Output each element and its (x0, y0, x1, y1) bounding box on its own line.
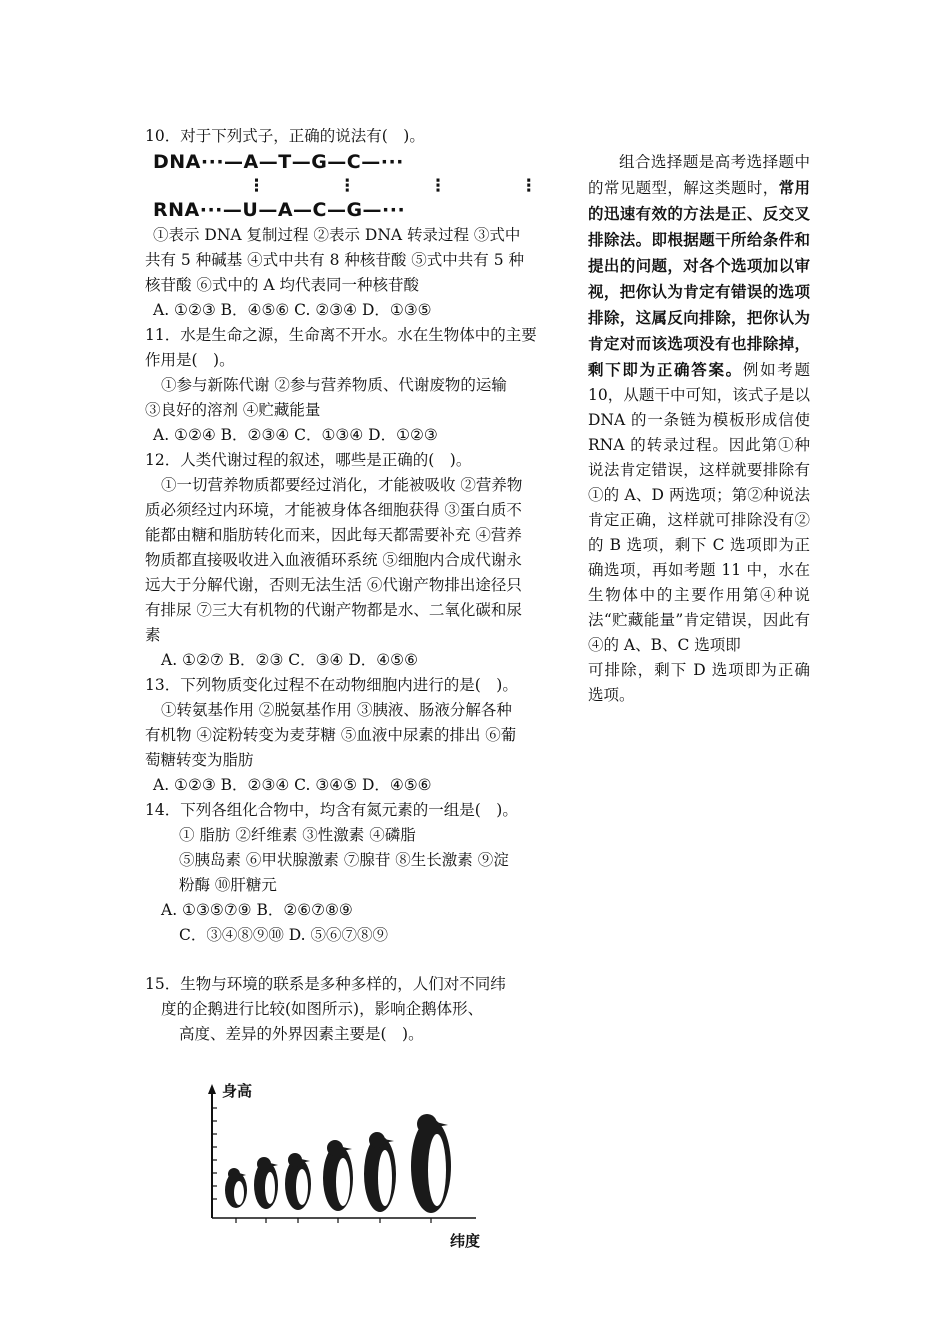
penguin-figure (196, 1080, 496, 1250)
penguin-6 (411, 1114, 451, 1213)
q12-statements: ①一切营养物质都要经过消化，才能被吸收 ②营养物 (161, 476, 523, 494)
explanation-text: 组合选择题是高考选择题中的常见题型，解这类题时， (588, 153, 810, 197)
q14-statements: ① 脂肪 ②纤维素 ③性激素 ④磷脂 (179, 826, 416, 844)
q14-options: A. ①③⑤⑦⑨ B．②⑥⑦⑧⑨ (161, 901, 353, 919)
penguin-3 (285, 1153, 311, 1210)
q14-options: C．③④⑧⑨⑩ D. ⑤⑥⑦⑧⑨ (179, 926, 389, 944)
penguin-2 (254, 1157, 278, 1209)
explanation-paragraph: 可排除，剩下 D 选项即为正确选项。 (588, 661, 810, 704)
penguin-4 (323, 1140, 353, 1211)
q15-stem: 15．生物与环境的联系是多种多样的，人们对不同纬 (145, 975, 506, 993)
q13-statements: 萄糖转变为脂肪 (145, 751, 254, 769)
q13-statements: ①转氨基作用 ②脱氨基作用 ③胰液、肠液分解各种 (161, 701, 512, 719)
q13-statements: 有机物 ④淀粉转变为麦芽糖 ⑤血液中尿素的排出 ⑥葡 (145, 726, 517, 744)
penguin-1 (225, 1168, 247, 1208)
y-axis-arrow (208, 1084, 216, 1094)
q11-statements: ③良好的溶剂 ④贮藏能量 (145, 401, 321, 419)
dna-strand: DNA···—A—T—G—C—··· (153, 151, 404, 173)
q12-options: A. ①②⑦ B．②③ C．③④ D．④⑤⑥ (161, 651, 418, 669)
question-column (145, 124, 560, 1047)
q11-statements: ①参与新陈代谢 ②参与营养物质、代谢废物的运输 (161, 376, 507, 394)
q13-stem: 13．下列物质变化过程不在动物细胞内进行的是( )。 (145, 676, 518, 694)
q10-statements: 核苷酸 ⑥式中的 A 均代表同一种核苷酸 (145, 276, 419, 294)
q12-stem: 12．人类代谢过程的叙述，哪些是正确的( )。 (145, 451, 472, 469)
explanation-paragraph (588, 150, 810, 658)
q11-options: A. ①②④ B．②③④ C．①③④ D．①②③ (153, 426, 438, 444)
y-axis-label: 身高 (222, 1082, 253, 1100)
q11-stem: 11．水是生命之源，生命离不开水。水在生物体中的主要 (145, 326, 537, 344)
q14-stem: 14．下列各组化合物中，均含有氮元素的一组是( )。 (145, 801, 518, 819)
q12-statements: 质必须经过内环境，才能被身体各细胞获得 ③蛋白质不 (145, 501, 522, 519)
q12-statements: 有排尿 ⑦三大有机物的代谢产物都是水、二氧化碳和尿 (145, 601, 522, 619)
penguin-chart (196, 1080, 496, 1250)
penguin-5 (364, 1132, 396, 1212)
q11-stem: 作用是( )。 (145, 351, 235, 369)
q10-stem: 10．对于下列式子，正确的说法有( )。 (145, 127, 425, 145)
q13-options: A. ①②③ B．②③④ C. ③④⑤ D．④⑤⑥ (153, 776, 432, 794)
explanation-text: 例如考题 10，从题干中可知，该式子是以 DNA 的一条链为模板形成信使 RNA 的转录过程。因此第①种说法肯定错误，这样就要排除有①的 A、D 两选项；第②种说法肯定正确，这样就可排除没有②的 B 选项，剩下 C 选项即为正确选项，再如考题 11 中，水在生物体中的主要作用第④种说法“贮藏能量”肯定错误，因此有④的 A、B、C 选项即 (588, 361, 810, 654)
x-axis-label: 纬度 (450, 1232, 481, 1250)
q10-options: A. ①②③ B．④⑤⑥ C. ②③④ D．①③⑤ (153, 301, 432, 319)
q12-statements: 素 (145, 626, 161, 644)
q15-stem: 度的企鹅进行比较(如图所示)，影响企鹅体形、 (161, 1000, 484, 1018)
q15-stem: 高度、差异的外界因素主要是( )。 (179, 1025, 424, 1043)
q10-statements: 共有 5 种碱基 ④式中共有 8 种核苷酸 ⑤式中共有 5 种 (145, 251, 525, 269)
q12-statements: 远大于分解代谢，否则无法生活 ⑥代谢产物排出途径只 (145, 576, 522, 594)
explanation-sidebar (588, 150, 810, 708)
q12-statements: 物质都直接吸收进入血液循环系统 ⑤细胞内合成代谢永 (145, 551, 522, 569)
q12-statements: 能都由糖和脂肪转化而来，因此每天都需要补充 ④营养 (145, 526, 522, 544)
q14-statements: ⑤胰岛素 ⑥甲状腺激素 ⑦腺苷 ⑧生长激素 ⑨淀 (179, 851, 509, 869)
base-pair-marks: ⋮ ⋮ ⋮ ⋮ (248, 176, 552, 196)
q10-statements: ①表示 DNA 复制过程 ②表示 DNA 转录过程 ③式中 (153, 226, 521, 244)
q14-statements: 粉酶 ⑩肝糖元 (179, 876, 277, 894)
explanation-emphasis: 常用的迅速有效的方法是正、反交叉排除法。即根据题干所给条件和提出的问题，对各个选项加以审视，把你认为肯定有错误的选项排除，这属反向排除，把你认为肯定对而该选项没有也排除掉，剩下即为正确答案。 (588, 178, 810, 379)
rna-strand: RNA···—U—A—C—G—··· (153, 199, 406, 221)
